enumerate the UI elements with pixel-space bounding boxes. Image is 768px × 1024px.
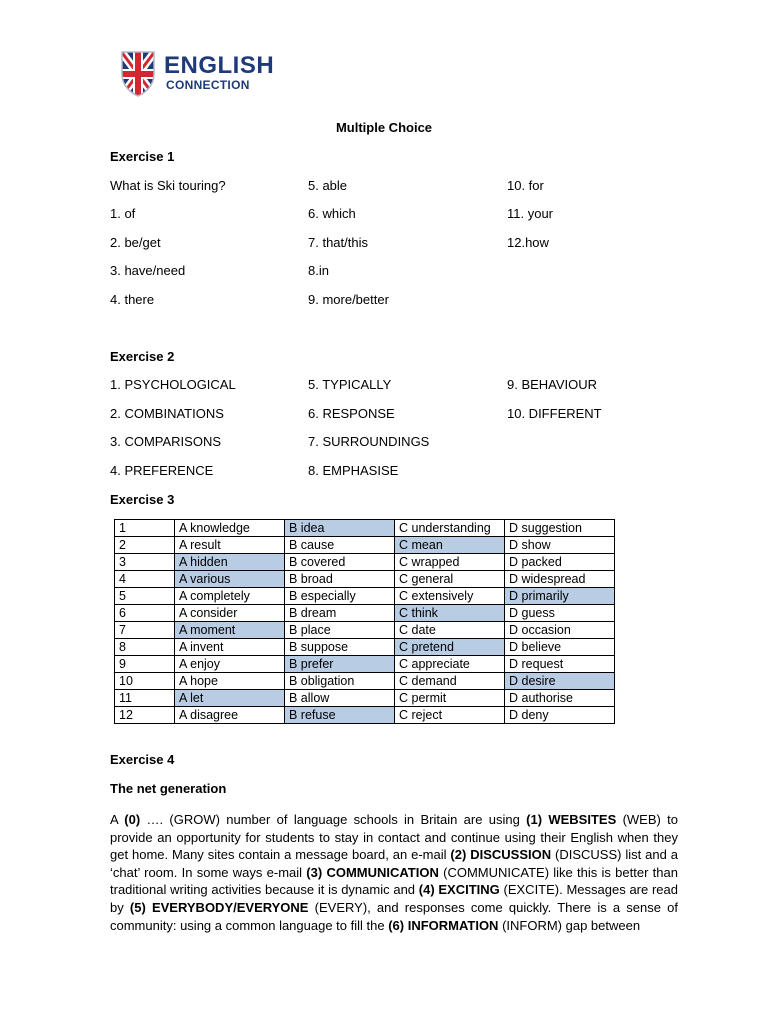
logo-wordmark bbox=[164, 54, 274, 92]
correct-option-cell: A let bbox=[175, 690, 285, 707]
exercise2-answer: 6. RESPONSE bbox=[308, 406, 395, 421]
question-number-cell: 2 bbox=[115, 537, 175, 554]
paragraph-text: (EXCITE). Messages are read by bbox=[110, 882, 678, 915]
exercise2-answer: 5. TYPICALLY bbox=[308, 377, 392, 392]
correct-option-cell: B prefer bbox=[285, 656, 395, 673]
question-number-cell: 11 bbox=[115, 690, 175, 707]
logo-english: ENGLISH bbox=[164, 52, 275, 79]
question-number-cell: 4 bbox=[115, 571, 175, 588]
question-number-cell: 12 bbox=[115, 707, 175, 724]
exercise1-answer: 3. have/need bbox=[110, 263, 186, 278]
correct-option-cell: D desire bbox=[505, 673, 615, 690]
option-cell: D request bbox=[505, 656, 615, 673]
answer-term: (0) bbox=[124, 812, 141, 827]
exercise1-answer: 2. be/get bbox=[110, 235, 161, 250]
option-cell: A disagree bbox=[175, 707, 285, 724]
table-row bbox=[115, 622, 615, 639]
option-cell: D believe bbox=[505, 639, 615, 656]
option-cell: B allow bbox=[285, 690, 395, 707]
option-cell: B suppose bbox=[285, 639, 395, 656]
table-row bbox=[115, 605, 615, 622]
english-connection-logo bbox=[120, 50, 275, 100]
question-number-cell: 3 bbox=[115, 554, 175, 571]
table-row bbox=[115, 656, 615, 673]
answer-term: (5) EVERYBODY/EVERYONE bbox=[129, 899, 309, 915]
option-cell: A consider bbox=[175, 605, 285, 622]
exercise1-answer: 6. which bbox=[308, 206, 356, 221]
logo-connection: CONNECTION bbox=[166, 78, 250, 92]
table-row bbox=[115, 537, 615, 554]
table-row bbox=[115, 639, 615, 656]
exercise2-answer: 3. COMPARISONS bbox=[110, 434, 222, 449]
exercise1-answer: 9. more/better bbox=[308, 292, 389, 307]
table-row bbox=[115, 673, 615, 690]
exercise1-answer: 11. your bbox=[507, 206, 554, 221]
option-cell: C understanding bbox=[395, 520, 505, 537]
union-jack-shield-icon bbox=[120, 50, 156, 98]
correct-option-cell: A moment bbox=[175, 622, 285, 639]
exercise4-paragraph bbox=[110, 811, 678, 934]
option-cell: D widespread bbox=[505, 571, 615, 588]
option-cell: C wrapped bbox=[395, 554, 505, 571]
option-cell: A invent bbox=[175, 639, 285, 656]
correct-option-cell: B refuse bbox=[285, 707, 395, 724]
exercise1-answer: 1. of bbox=[110, 206, 136, 221]
table-row bbox=[115, 571, 615, 588]
exercise1-answer: 4. there bbox=[110, 292, 155, 307]
option-cell: C appreciate bbox=[395, 656, 505, 673]
table-row bbox=[115, 690, 615, 707]
correct-option-cell: D primarily bbox=[505, 588, 615, 605]
paragraph-text: (COMMUNICATE) like this is better than traditional writing activities because it is dynamic and bbox=[110, 864, 678, 898]
option-cell: C demand bbox=[395, 673, 505, 690]
answer-term: (3) COMMUNICATION bbox=[306, 864, 439, 880]
exercise1-answer: 10. for bbox=[507, 178, 544, 193]
exercise2-answer: 2. COMBINATIONS bbox=[110, 406, 224, 421]
exercise2-answer: 4. PREFERENCE bbox=[110, 463, 214, 478]
paragraph-text: (INFORM) gap between bbox=[498, 917, 641, 933]
option-cell: B dream bbox=[285, 605, 395, 622]
paragraph-text: (WEB) to provide an opportunity for students to stay in contact and continue using their English when they get home. Many sites contain a message board, an e-mail bbox=[110, 812, 678, 863]
option-cell: A completely bbox=[175, 588, 285, 605]
option-cell: D guess bbox=[505, 605, 615, 622]
option-cell: D packed bbox=[505, 554, 615, 571]
exercise1-answer: 7. that/this bbox=[308, 235, 368, 250]
exercise4-subheading: The net generation bbox=[110, 781, 227, 796]
paragraph-text: A bbox=[110, 812, 125, 827]
question-number-cell: 5 bbox=[115, 588, 175, 605]
option-cell: C permit bbox=[395, 690, 505, 707]
table-row bbox=[115, 707, 615, 724]
exercise3-heading: Exercise 3 bbox=[110, 492, 175, 507]
option-cell: D deny bbox=[505, 707, 615, 724]
paragraph-text: …. (GROW) number of language schools in Britain are using bbox=[140, 812, 527, 827]
exercise2-answer: 8. EMPHASISE bbox=[308, 463, 399, 478]
option-cell: D show bbox=[505, 537, 615, 554]
exercise2-answer: 9. BEHAVIOUR bbox=[507, 377, 598, 392]
option-cell: C extensively bbox=[395, 588, 505, 605]
answer-term: (6) INFORMATION bbox=[388, 917, 499, 933]
exercise2-answer: 7. SURROUNDINGS bbox=[308, 434, 430, 449]
exercise1-heading: Exercise 1 bbox=[110, 149, 175, 164]
question-number-cell: 1 bbox=[115, 520, 175, 537]
option-cell: A hope bbox=[175, 673, 285, 690]
table-row bbox=[115, 588, 615, 605]
option-cell: C general bbox=[395, 571, 505, 588]
question-number-cell: 7 bbox=[115, 622, 175, 639]
exercise2-answer: 1. PSYCHOLOGICAL bbox=[110, 377, 236, 392]
correct-option-cell: C think bbox=[395, 605, 505, 622]
option-cell: A enjoy bbox=[175, 656, 285, 673]
table-row bbox=[115, 520, 615, 537]
exercise1-answer: What is Ski touring? bbox=[110, 178, 226, 193]
answer-term: (2) DISCUSSION bbox=[450, 847, 552, 863]
table-row bbox=[115, 554, 615, 571]
option-cell: B broad bbox=[285, 571, 395, 588]
exercise4-heading: Exercise 4 bbox=[110, 752, 175, 767]
option-cell: C date bbox=[395, 622, 505, 639]
answer-term: (1) WEBSITES bbox=[526, 812, 617, 827]
option-cell: C reject bbox=[395, 707, 505, 724]
option-cell: B covered bbox=[285, 554, 395, 571]
correct-option-cell: B idea bbox=[285, 520, 395, 537]
question-number-cell: 10 bbox=[115, 673, 175, 690]
correct-option-cell: C pretend bbox=[395, 639, 505, 656]
option-cell: A knowledge bbox=[175, 520, 285, 537]
option-cell: B place bbox=[285, 622, 395, 639]
option-cell: B obligation bbox=[285, 673, 395, 690]
question-number-cell: 6 bbox=[115, 605, 175, 622]
exercise2-heading: Exercise 2 bbox=[110, 349, 175, 364]
exercise3-answer-table bbox=[114, 519, 615, 724]
exercise1-answer: 5. able bbox=[308, 178, 348, 193]
page-title: Multiple Choice bbox=[335, 120, 433, 135]
option-cell: B especially bbox=[285, 588, 395, 605]
exercise1-answer: 12.how bbox=[507, 235, 549, 250]
option-cell: D occasion bbox=[505, 622, 615, 639]
question-number-cell: 8 bbox=[115, 639, 175, 656]
exercise2-answer: 10. DIFFERENT bbox=[507, 406, 602, 421]
correct-option-cell: A various bbox=[175, 571, 285, 588]
option-cell: B cause bbox=[285, 537, 395, 554]
question-number-cell: 9 bbox=[115, 656, 175, 673]
exercise1-answer: 8.in bbox=[308, 263, 329, 278]
exercise3-table-body bbox=[115, 520, 615, 724]
option-cell: A result bbox=[175, 537, 285, 554]
option-cell: D authorise bbox=[505, 690, 615, 707]
option-cell: D suggestion bbox=[505, 520, 615, 537]
paragraph-text: (EVERY), and responses come quickly. There is a sense of community: using a common language to fill the bbox=[110, 899, 678, 933]
correct-option-cell: C mean bbox=[395, 537, 505, 554]
answer-term: (4) EXCITING bbox=[418, 882, 500, 898]
paragraph-text: (DISCUSS) list and a ‘chat’ room. In some ways e-mail bbox=[110, 847, 678, 880]
correct-option-cell: A hidden bbox=[175, 554, 285, 571]
